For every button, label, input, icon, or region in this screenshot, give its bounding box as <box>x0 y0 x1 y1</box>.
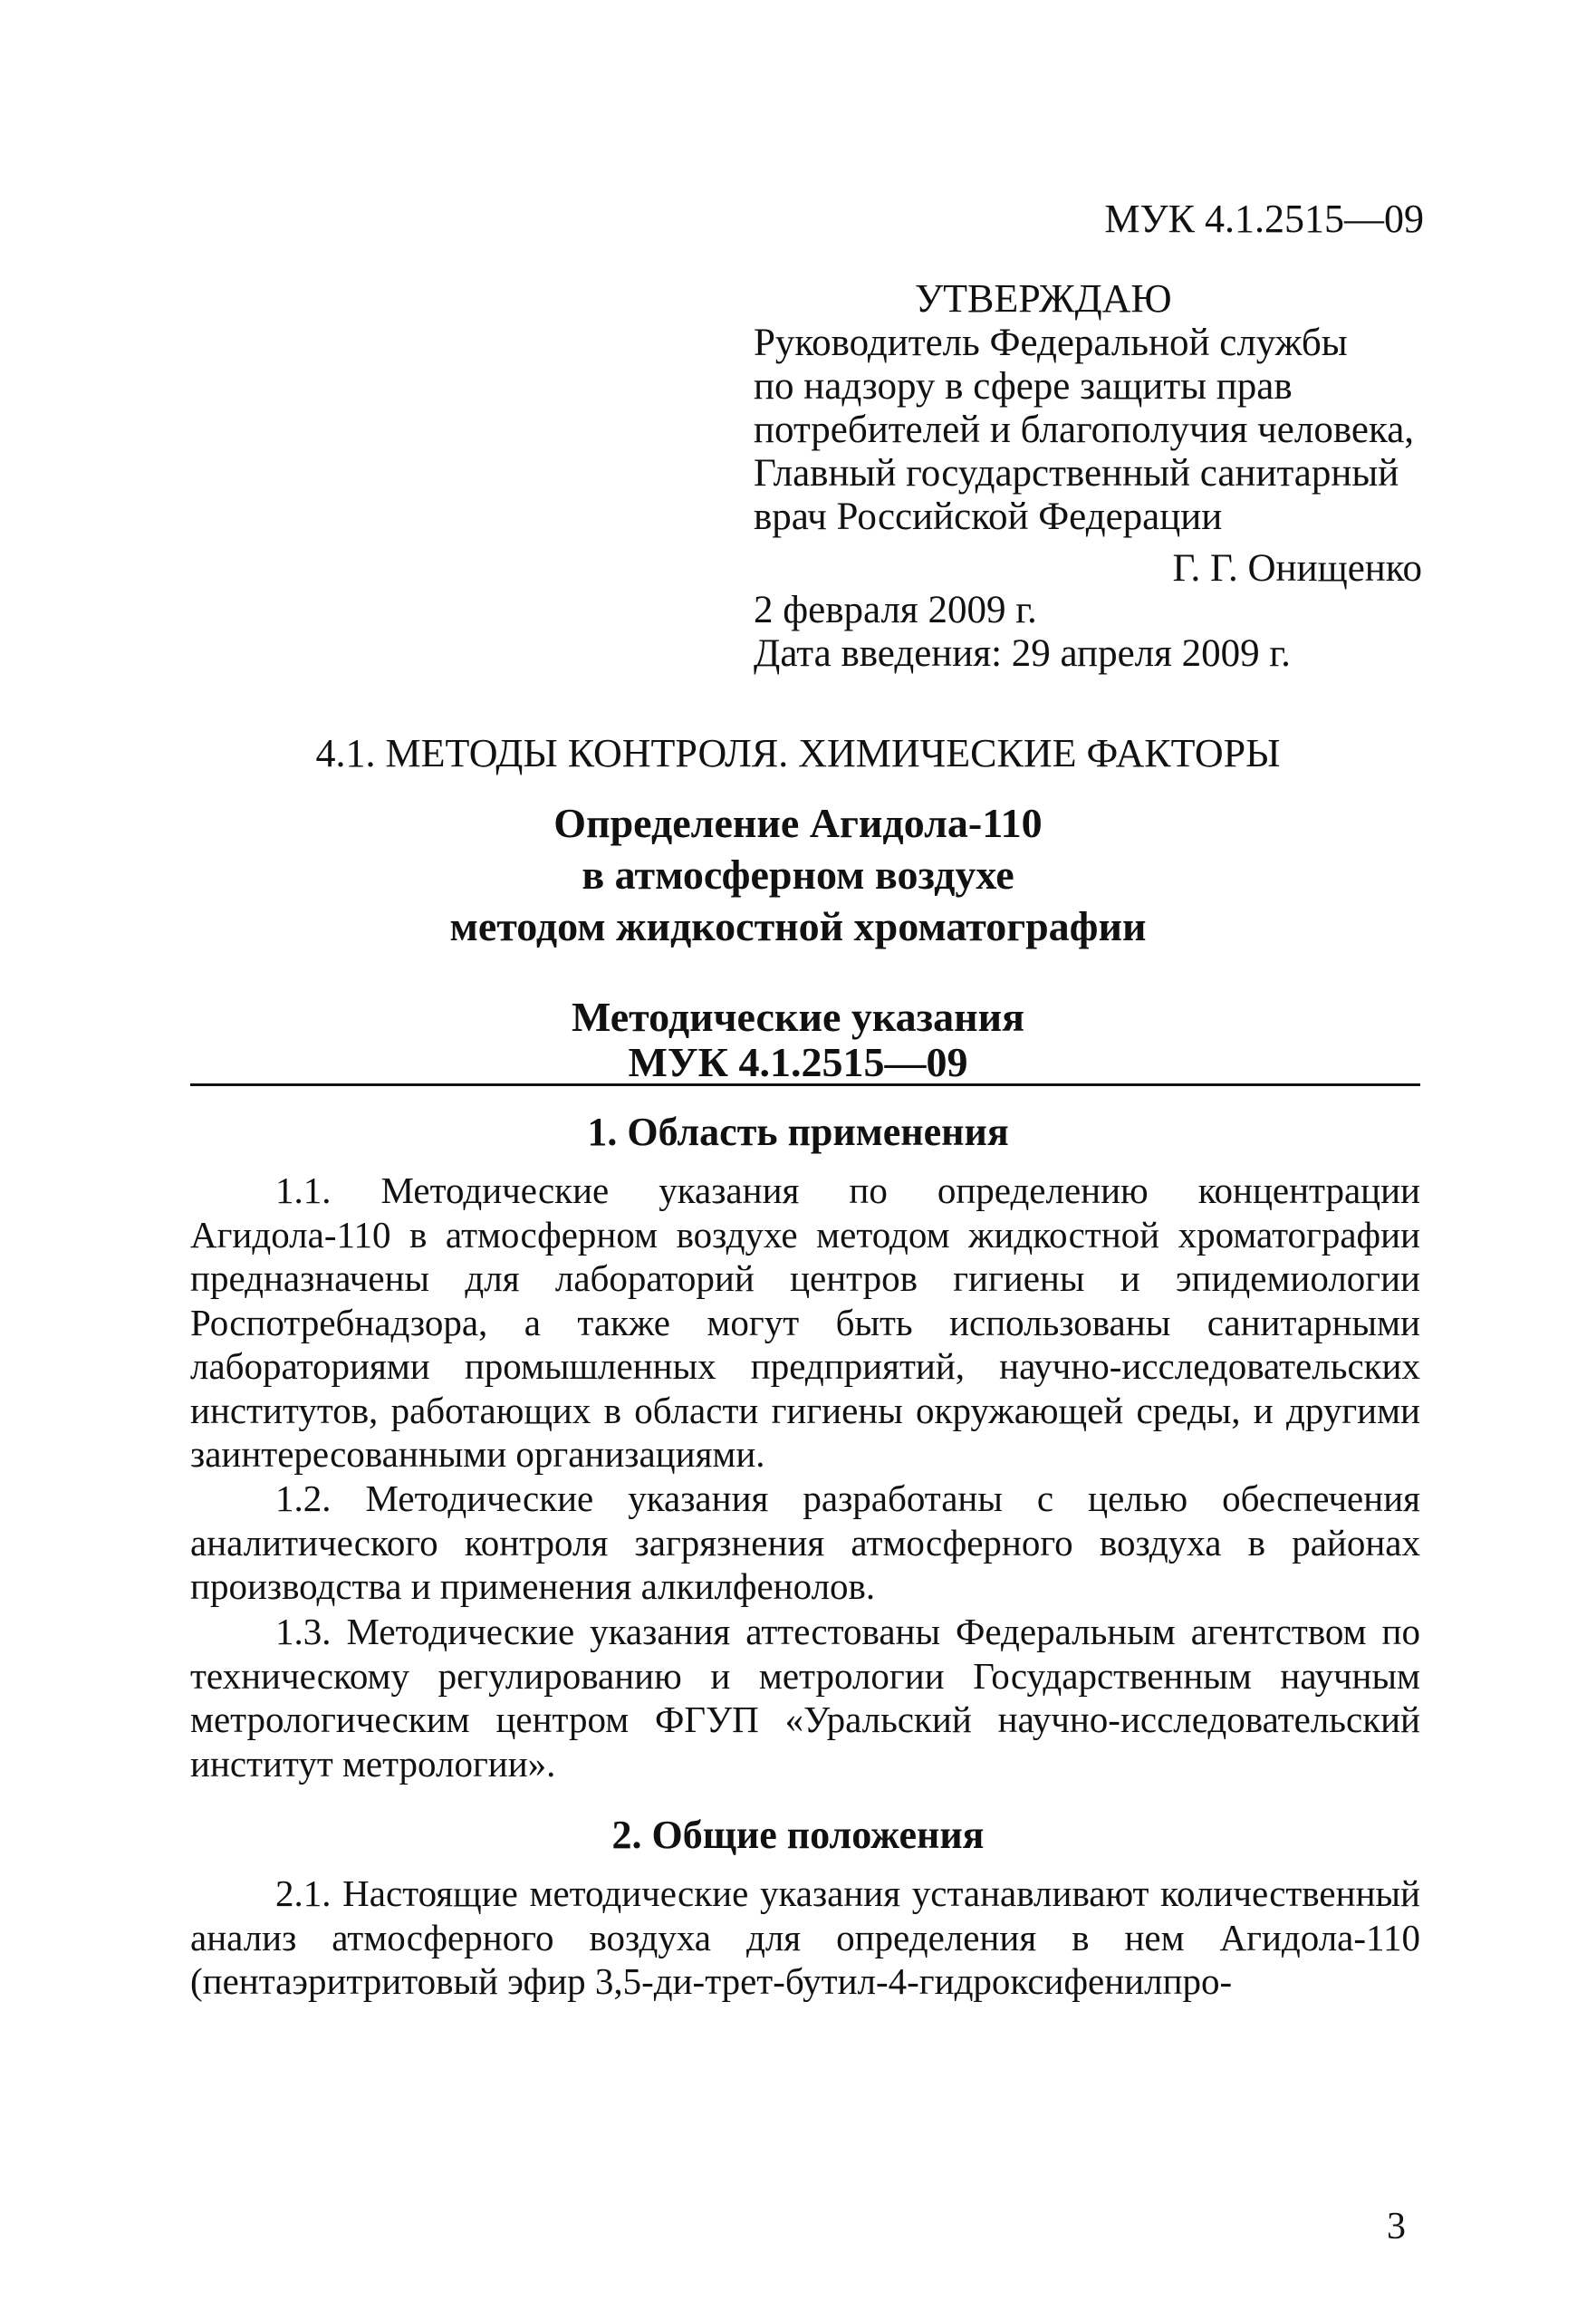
paragraph-2-1: 2.1. Настоящие методические указания устанавливают количественный анализ атмосферного воздуха для определения в нем Агидола-110 (пентаэритритовый эфир 3,5-ди-трет-бутил-4-гидроксифенилпро- <box>190 1872 1420 2002</box>
section-category-heading: 4.1. МЕТОДЫ КОНТРОЛЯ. ХИМИЧЕСКИЕ ФАКТОРЫ <box>315 731 1281 775</box>
approval-block <box>754 322 1414 539</box>
document-code: МУК 4.1.2515—09 <box>1104 197 1424 241</box>
signer-name: Г. Г. Онищенко <box>1172 547 1422 590</box>
approval-line: потребителей и благополучия человека, <box>754 409 1415 451</box>
introduction-date: Дата введения: 29 апреля 2009 г. <box>754 632 1291 675</box>
approval-line: по надзору в сфере защиты прав <box>754 365 1293 408</box>
approval-line: врач Российской Федерации <box>754 496 1223 538</box>
document-subtitle <box>0 995 1596 1085</box>
approval-heading: УТВЕРЖДАЮ <box>915 276 1172 321</box>
paragraph-1-1: 1.1. Методические указания по определению концентрации Агидола-110 в атмосферном воздухе методом жидкостной хроматографии предназначены для лабораторий центров гигиены и эпидемиологии Роспотребнадзора, а также могут быть использованы санитарными лабораториями промышленных предприятий, научно-исследовательских институтов, работающих в области гигиены окружающей среды, и другими заинтересованными организациями. <box>190 1169 1420 1475</box>
horizontal-rule <box>190 1083 1420 1086</box>
approval-line: Руководитель Федеральной службы <box>754 322 1348 364</box>
paragraph-1-3: 1.3. Методические указания аттестованы Федеральным агентством по техническому регулированию и метрологии Государственным научным метрологическим центром ФГУП «Уральский научно-исследовательский институт метрологии». <box>190 1611 1420 1785</box>
subtitle-line: МУК 4.1.2515—09 <box>628 1039 968 1085</box>
document-title <box>0 797 1596 952</box>
approval-line: Главный государственный санитарный <box>754 452 1399 495</box>
title-line: методом жидкостной хроматографии <box>449 903 1147 949</box>
paragraph-1-2: 1.2. Методические указания разработаны с целью обеспечения аналитического контроля загрязнения атмосферного воздуха в районах производства и применения алкилфенолов. <box>190 1477 1420 1607</box>
page-number: 3 <box>1387 2206 1406 2247</box>
section-1-heading: 1. Область применения <box>587 1110 1009 1154</box>
subtitle-line: Методические указания <box>571 994 1025 1040</box>
title-line: в атмосферном воздухе <box>582 852 1014 898</box>
approval-dates <box>754 589 1291 676</box>
approval-date: 2 февраля 2009 г. <box>754 589 1037 631</box>
section-2-heading: 2. Общие положения <box>611 1813 985 1857</box>
title-line: Определение Агидола-110 <box>553 800 1043 846</box>
